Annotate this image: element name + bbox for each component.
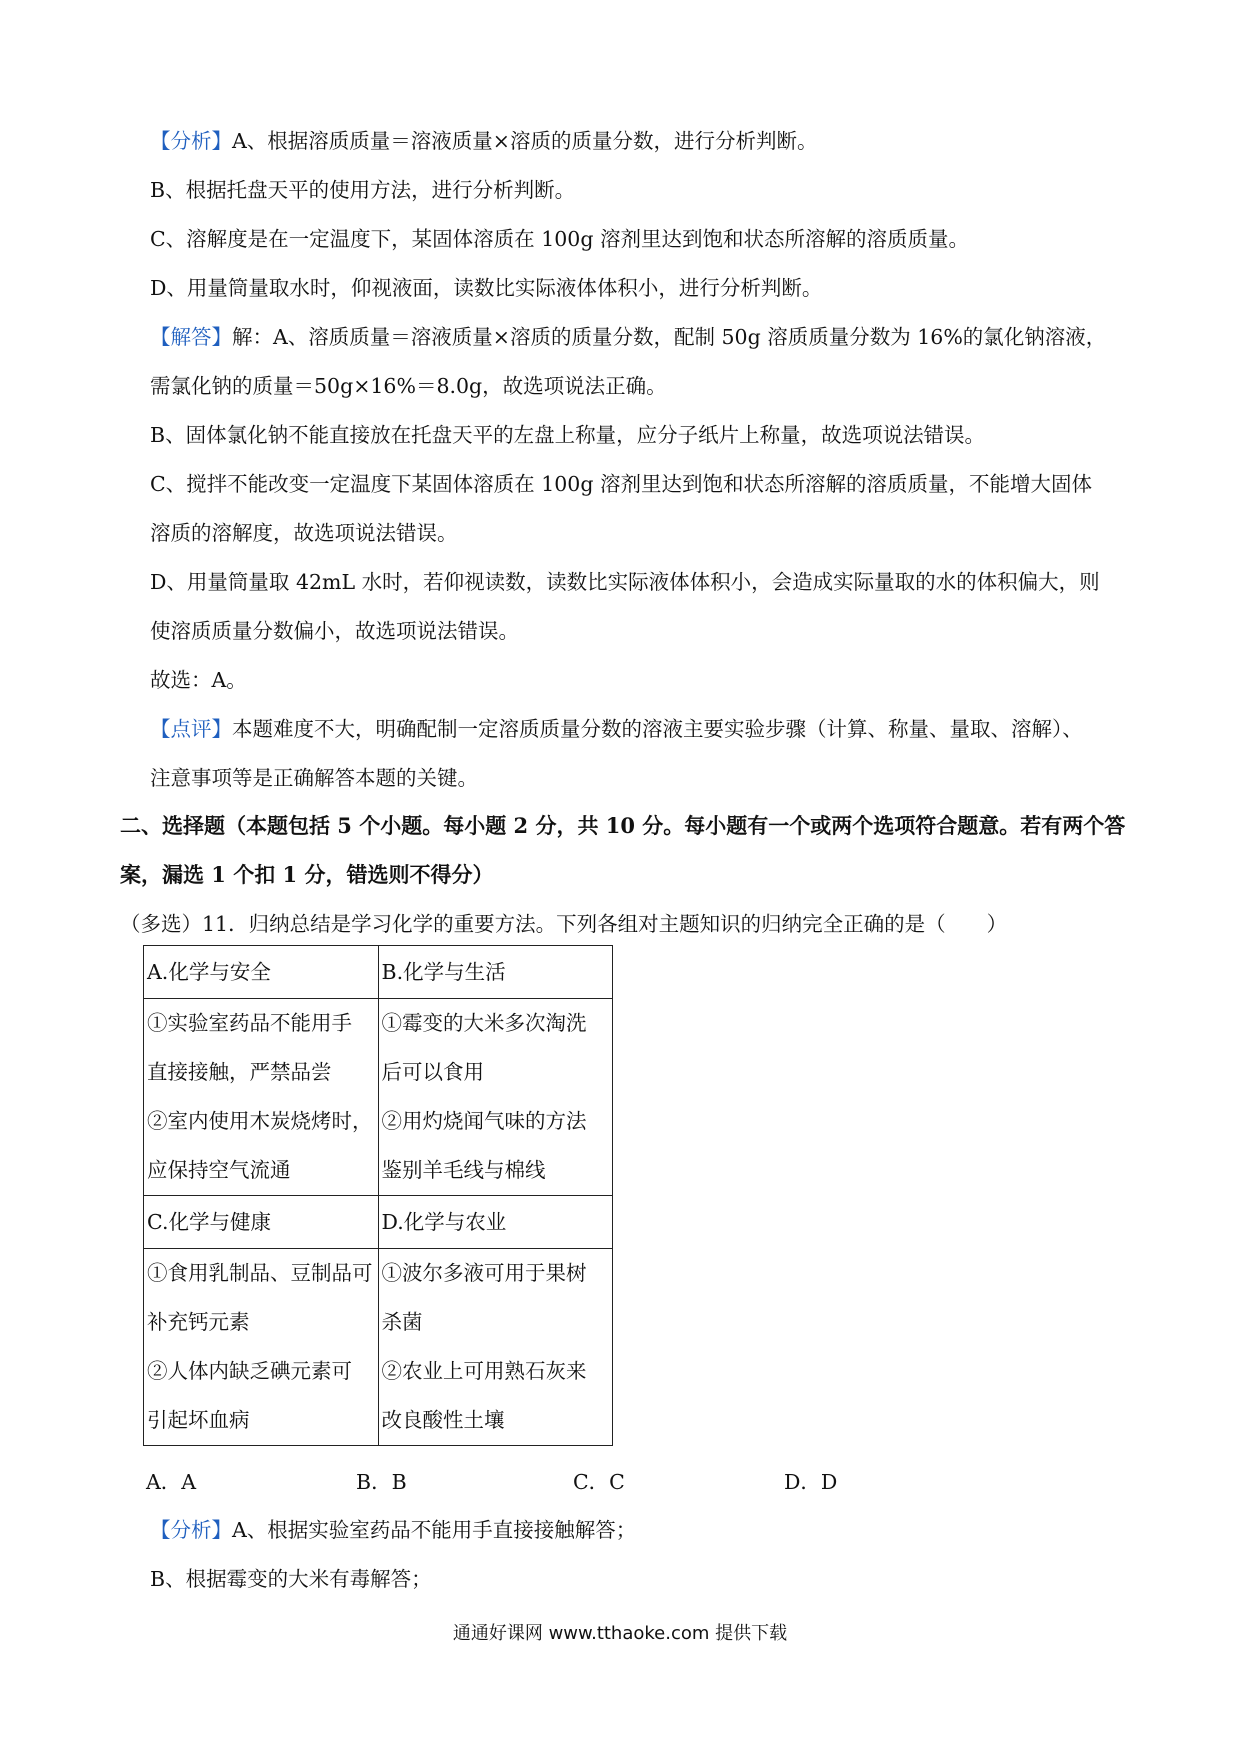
answer-line-c-cont: 溶质的溶解度，故选项说法错误。 [150,521,458,545]
table-row [144,946,613,999]
cell-text: 应保持空气流通 [147,1158,291,1182]
answer-line-a-cont: 需氯化钠的质量＝50g×16%＝8.0g，故选项说法正确。 [150,374,667,398]
cell-text: 后可以食用 [381,1060,484,1084]
cell-text: ②农业上可用熟石灰来 [381,1359,587,1383]
knowledge-table [143,945,613,1446]
page-footer: 通通好课网 www.tthaoke.com 提供下载 [452,1623,788,1644]
analysis-text: A、根据溶质质量＝溶液质量×溶质的质量分数，进行分析判断。 [232,129,818,153]
comment-line [150,715,1083,743]
analysis2-line-a [150,1516,636,1544]
cell-text: 直接接触，严禁品尝 [147,1060,332,1084]
cell-text: 补充钙元素 [147,1310,250,1334]
cell-text: ②用灼烧闻气味的方法 [381,1109,587,1133]
answer-tag: 【解答】 [150,325,232,349]
analysis-line-c: C、溶解度是在一定温度下，某固体溶质在 100g 溶剂里达到饱和状态所溶解的溶质质量。 [150,227,969,251]
answer-line-a [150,323,1106,351]
cell-a-body [144,999,379,1196]
cell-a-head: A.化学与安全 [144,946,379,999]
cell-text: ①霉变的大米多次淘洗 [381,1011,587,1035]
comment-line-cont: 注意事项等是正确解答本题的关键。 [150,766,478,790]
analysis2-line-b: B、根据霉变的大米有毒解答； [150,1567,432,1591]
section-heading: 二、选择题（本题包括 5 个小题。每小题 2 分，共 10 分。每小题有一个或两个选项符合题意。若有两个答 [120,813,1126,838]
option-b: B．B [356,1470,407,1494]
comment-text: 本题难度不大，明确配制一定溶质质量分数的溶液主要实验步骤（计算、称量、量取、溶解）、 [232,717,1083,741]
comment-tag: 【点评】 [150,717,232,741]
table-row [144,1249,613,1446]
answer-text: 解：A、溶质质量＝溶液质量×溶质的质量分数，配制 50g 溶质质量分数为 16%的氯化钠溶液， [232,325,1107,349]
cell-text: ①波尔多液可用于果树 [381,1261,587,1285]
section-heading-cont: 案，漏选 1 个扣 1 分，错选则不得分） [120,862,494,887]
cell-c-body [144,1249,379,1446]
question-11: （多选）11．归纳总结是学习化学的重要方法。下列各组对主题知识的归纳完全正确的是（ ） [120,912,1008,936]
cell-b-head: B.化学与生活 [378,946,613,999]
table-row [144,1196,613,1249]
cell-text: 引起坏血病 [147,1408,250,1432]
cell-text: ①食用乳制品、豆制品可 [147,1261,373,1285]
answer-line-c: C、搅拌不能改变一定温度下某固体溶质在 100g 溶剂里达到饱和状态所溶解的溶质质量，不能增大固体 [150,472,1092,496]
cell-d-head: D.化学与农业 [378,1196,613,1249]
table-row [144,999,613,1196]
cell-text: ②室内使用木炭烧烤时， [147,1109,373,1133]
analysis-line-d: D、用量筒量取水时，仰视液面，读数比实际液体体积小，进行分析判断。 [150,276,823,300]
analysis-line-a [150,127,817,155]
analysis2-tag: 【分析】 [150,1518,232,1542]
cell-text: ①实验室药品不能用手 [147,1011,352,1035]
analysis2-text: A、根据实验室药品不能用手直接接触解答； [232,1518,637,1542]
answer-line-d: D、用量筒量取 42mL 水时，若仰视读数，读数比实际液体体积小，会造成实际量取的水的体积偏大，则 [150,570,1100,594]
cell-text: 改良酸性土壤 [381,1408,505,1432]
analysis-tag: 【分析】 [150,129,232,153]
option-a: A．A [146,1470,197,1494]
answer-line-b: B、固体氯化钠不能直接放在托盘天平的左盘上称量，应分子纸片上称量，故选项说法错误。 [150,423,986,447]
answer-choice: 故选：A。 [150,668,247,692]
answer-line-d-cont: 使溶质质量分数偏小，故选项说法错误。 [150,619,519,643]
cell-text: ②人体内缺乏碘元素可 [147,1359,352,1383]
cell-d-body [378,1249,613,1446]
cell-c-head: C.化学与健康 [144,1196,379,1249]
analysis-line-b: B、根据托盘天平的使用方法，进行分析判断。 [150,178,576,202]
cell-text: 杀菌 [381,1310,423,1334]
cell-b-body [378,999,613,1196]
option-c: C．C [573,1470,625,1494]
cell-text: 鉴别羊毛线与棉线 [381,1158,546,1182]
option-d: D．D [784,1470,838,1494]
